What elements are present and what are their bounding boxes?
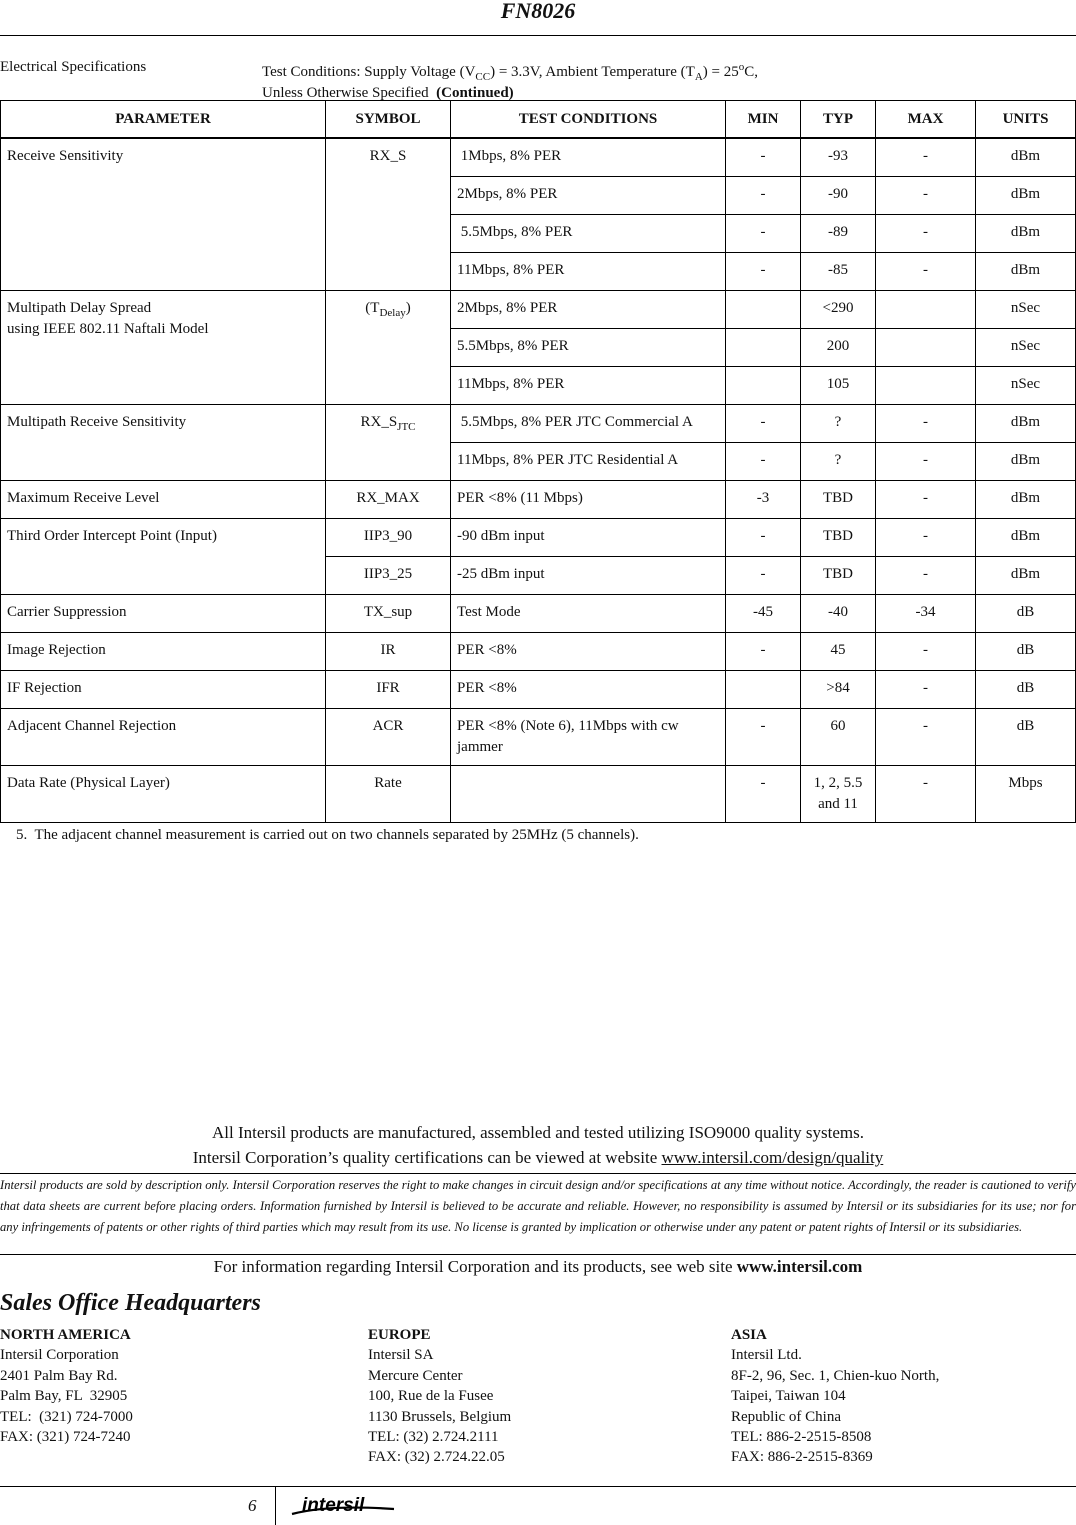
office-asia — [731, 1325, 939, 1468]
header-rule — [0, 35, 1076, 36]
office-line: Intersil Corporation — [0, 1347, 119, 1364]
typ-cell: ? — [801, 443, 876, 481]
header-max: MAX — [876, 101, 976, 139]
info-line: For information regarding Intersil Corporation and its products, see web site www.intersil.com — [213, 1257, 863, 1276]
max-cell: - — [876, 519, 976, 557]
typ-cell: 60 — [801, 709, 876, 766]
page-number: 6 — [248, 1496, 257, 1515]
office-line: FAX: (321) 724-7240 — [0, 1429, 131, 1446]
office-line: FAX: (32) 2.724.22.05 — [368, 1449, 505, 1466]
max-cell — [876, 367, 976, 405]
cond-cell: 11Mbps, 8% PER — [451, 367, 726, 405]
header-symbol: SYMBOL — [326, 101, 451, 139]
typ-cell: ? — [801, 405, 876, 443]
max-cell: - — [876, 215, 976, 253]
param-cell: Data Rate (Physical Layer) — [1, 766, 326, 823]
symbol-cell: RX_S — [326, 138, 451, 291]
office-line: Palm Bay, FL 32905 — [0, 1388, 128, 1405]
max-cell: - — [876, 766, 976, 823]
units-cell: dBm — [976, 177, 1076, 215]
table-row — [1, 709, 1076, 766]
office-line: Republic of China — [731, 1408, 841, 1425]
param-cell: IF Rejection — [1, 671, 326, 709]
max-cell — [876, 291, 976, 329]
typ-cell: -40 — [801, 595, 876, 633]
units-cell: nSec — [976, 291, 1076, 329]
office-line: Mercure Center — [368, 1367, 463, 1384]
table-row — [1, 595, 1076, 633]
intersil-logo-icon — [290, 1494, 400, 1520]
units-cell: dBm — [976, 443, 1076, 481]
units-cell: dB — [976, 633, 1076, 671]
min-cell: - — [726, 443, 801, 481]
sales-title: Sales Office Headquarters — [0, 1290, 261, 1316]
table-header-row — [1, 101, 1076, 139]
min-cell: -3 — [726, 481, 801, 519]
table-row — [1, 766, 1076, 823]
quality-certifications: Intersil Corporation’s quality certifications can be viewed at website www.intersil.com/design/quality — [192, 1148, 884, 1167]
cond-cell: PER <8% (11 Mbps) — [451, 481, 726, 519]
min-cell: - — [726, 138, 801, 177]
table-row — [1, 291, 1076, 329]
header-min: MIN — [726, 101, 801, 139]
header-parameter: PARAMETER — [1, 101, 326, 139]
typ-cell: -85 — [801, 253, 876, 291]
office-europe — [368, 1325, 511, 1468]
office-north-america — [0, 1325, 133, 1447]
table-row — [1, 519, 1076, 557]
units-cell: dBm — [976, 253, 1076, 291]
units-cell: nSec — [976, 329, 1076, 367]
symbol-cell: IR — [326, 633, 451, 671]
param-cell: Receive Sensitivity — [1, 138, 326, 291]
symbol-cell: TX_sup — [326, 595, 451, 633]
table-row — [1, 405, 1076, 443]
spec-section-label: Electrical Specifications — [0, 59, 147, 75]
units-cell: dBm — [976, 481, 1076, 519]
units-cell: dB — [976, 671, 1076, 709]
typ-cell: TBD — [801, 481, 876, 519]
typ-cell: 45 — [801, 633, 876, 671]
test-conditions-line2: Unless Otherwise Specified (Continued) — [262, 85, 514, 101]
min-cell — [726, 367, 801, 405]
param-cell: Third Order Intercept Point (Input) — [1, 519, 326, 595]
max-cell: - — [876, 177, 976, 215]
units-cell: dB — [976, 595, 1076, 633]
office-line: 1130 Brussels, Belgium — [368, 1408, 512, 1425]
max-cell: - — [876, 138, 976, 177]
min-cell: -45 — [726, 595, 801, 633]
cond-cell: Test Mode — [451, 595, 726, 633]
max-cell: - — [876, 557, 976, 595]
symbol-cell: IIP3_25 — [326, 557, 451, 595]
max-cell: - — [876, 405, 976, 443]
max-cell: - — [876, 481, 976, 519]
cond-cell: 2Mbps, 8% PER — [451, 177, 726, 215]
symbol-cell: ACR — [326, 709, 451, 766]
quality-link[interactable]: www.intersil.com/design/quality — [661, 1148, 884, 1167]
office-line: TEL: (321) 724-7000 — [0, 1408, 133, 1425]
table-row — [1, 671, 1076, 709]
test-conditions — [262, 59, 758, 101]
param-cell: Multipath Delay Spread using IEEE 802.11 Naftali Model — [1, 291, 326, 405]
footer-rule — [0, 1254, 1076, 1255]
param-cell: Adjacent Channel Rejection — [1, 709, 326, 766]
logo-text: intersil — [302, 1495, 365, 1516]
param-cell: Multipath Receive Sensitivity — [1, 405, 326, 481]
cond-cell: 5.5Mbps, 8% PER — [451, 329, 726, 367]
symbol-cell: IFR — [326, 671, 451, 709]
typ-cell: 200 — [801, 329, 876, 367]
typ-cell: -93 — [801, 138, 876, 177]
intersil-logo — [290, 1494, 400, 1525]
header-test-conditions: TEST CONDITIONS — [451, 101, 726, 139]
units-cell: dBm — [976, 215, 1076, 253]
param-cell: Image Rejection — [1, 633, 326, 671]
cond-cell: PER <8% — [451, 633, 726, 671]
max-cell: - — [876, 443, 976, 481]
typ-cell: TBD — [801, 557, 876, 595]
typ-cell: >84 — [801, 671, 876, 709]
units-cell: Mbps — [976, 766, 1076, 823]
min-cell: - — [726, 633, 801, 671]
max-cell: -34 — [876, 595, 976, 633]
office-line: 8F-2, 96, Sec. 1, Chien-kuo North, — [731, 1367, 940, 1384]
max-cell: - — [876, 633, 976, 671]
cond-cell: 5.5Mbps, 8% PER JTC Commercial A — [451, 405, 726, 443]
min-cell: - — [726, 766, 801, 823]
units-cell: dBm — [976, 557, 1076, 595]
param-cell: Carrier Suppression — [1, 595, 326, 633]
cond-cell: PER <8% (Note 6), 11Mbps with cw jammer — [451, 709, 726, 766]
min-cell: - — [726, 557, 801, 595]
min-cell — [726, 671, 801, 709]
website-link[interactable]: www.intersil.com — [736, 1257, 863, 1276]
min-cell: - — [726, 709, 801, 766]
footer-rule — [0, 1173, 1076, 1174]
test-conditions-line1: Test Conditions: Supply Voltage $(V_{CC}) = 3.3V$, Ambient Temperature $(T_A) = 25^oC$, — [262, 61, 759, 83]
cond-cell: -90 dBm input — [451, 519, 726, 557]
units-cell: dB — [976, 709, 1076, 766]
cond-cell: -25 dBm input — [451, 557, 726, 595]
spec-table — [0, 100, 1076, 823]
symbol-cell: IIP3_90 — [326, 519, 451, 557]
page-footer-rule — [0, 1486, 1076, 1487]
cond-cell: 2Mbps, 8% PER — [451, 291, 726, 329]
min-cell: - — [726, 519, 801, 557]
max-cell: - — [876, 671, 976, 709]
units-cell: nSec — [976, 367, 1076, 405]
office-line: TEL: (32) 2.724.2111 — [368, 1429, 499, 1446]
symbol-cell: Rate — [326, 766, 451, 823]
office-line: Intersil SA — [368, 1347, 434, 1364]
typ-cell: TBD — [801, 519, 876, 557]
cond-cell: 5.5Mbps, 8% PER — [451, 215, 726, 253]
table-row — [1, 481, 1076, 519]
units-cell: dBm — [976, 405, 1076, 443]
symbol-cell: RX_MAX — [326, 481, 451, 519]
min-cell: - — [726, 405, 801, 443]
max-cell — [876, 329, 976, 367]
cond-cell: 11Mbps, 8% PER JTC Residential A — [451, 443, 726, 481]
max-cell: - — [876, 709, 976, 766]
disclaimer: Intersil products are sold by description only. Intersil Corporation reserves the right to make changes in circuit design and/or specifications at any time without notice. Accordingly, the reader is cautioned to verify that data sheets are current before placing orders. Information furnished by Intersil is believed to be accurate and reliable. However, no responsibility is assumed by Intersil or its subsidiaries for its use; nor for any infringements of patents or other rights of third parties which may result from its use. No license is granted by implication or otherwise under any patent or patent rights of Intersil or its subsidiaries. — [0, 1178, 1076, 1234]
min-cell: - — [726, 177, 801, 215]
units-cell: dBm — [976, 138, 1076, 177]
header-units: UNITS — [976, 101, 1076, 139]
typ-cell: <290 — [801, 291, 876, 329]
param-cell: Maximum Receive Level — [1, 481, 326, 519]
office-line: Taipei, Taiwan 104 — [731, 1388, 846, 1405]
cond-cell: 1Mbps, 8% PER — [451, 138, 726, 177]
office-region: ASIA — [731, 1327, 767, 1343]
header-typ: TYP — [801, 101, 876, 139]
min-cell: - — [726, 215, 801, 253]
cond-cell — [451, 766, 726, 823]
office-line: Intersil Ltd. — [731, 1347, 802, 1364]
units-cell: dBm — [976, 519, 1076, 557]
office-line: TEL: 886-2-2515-8508 — [731, 1429, 872, 1446]
table-row — [1, 138, 1076, 177]
document-title: FN8026 — [500, 0, 576, 23]
office-line: FAX: 886-2-2515-8369 — [731, 1449, 873, 1466]
office-region: EUROPE — [368, 1327, 431, 1343]
office-line: 100, Rue de la Fusee — [368, 1388, 494, 1405]
table-row — [1, 633, 1076, 671]
min-cell — [726, 329, 801, 367]
typ-cell: 1, 2, 5.5 and 11 — [801, 766, 876, 823]
symbol-cell: $(T_{Delay})$ — [326, 291, 451, 405]
office-region: NORTH AMERICA — [0, 1327, 131, 1343]
page-footer-divider — [275, 1487, 276, 1525]
typ-cell: 105 — [801, 367, 876, 405]
typ-cell: -89 — [801, 215, 876, 253]
footnote: 5. The adjacent channel measurement is carried out on two channels separated by 25MHz (5 channels). — [16, 827, 639, 843]
cond-cell: 11Mbps, 8% PER — [451, 253, 726, 291]
max-cell: - — [876, 253, 976, 291]
min-cell — [726, 291, 801, 329]
min-cell: - — [726, 253, 801, 291]
iso-statement: All Intersil products are manufactured, assembled and tested utilizing ISO9000 quality systems. — [212, 1123, 864, 1142]
symbol-cell: $RX\_S_{JTC}$ — [326, 405, 451, 481]
cond-cell: PER <8% — [451, 671, 726, 709]
typ-cell: -90 — [801, 177, 876, 215]
office-line: 2401 Palm Bay Rd. — [0, 1367, 118, 1384]
